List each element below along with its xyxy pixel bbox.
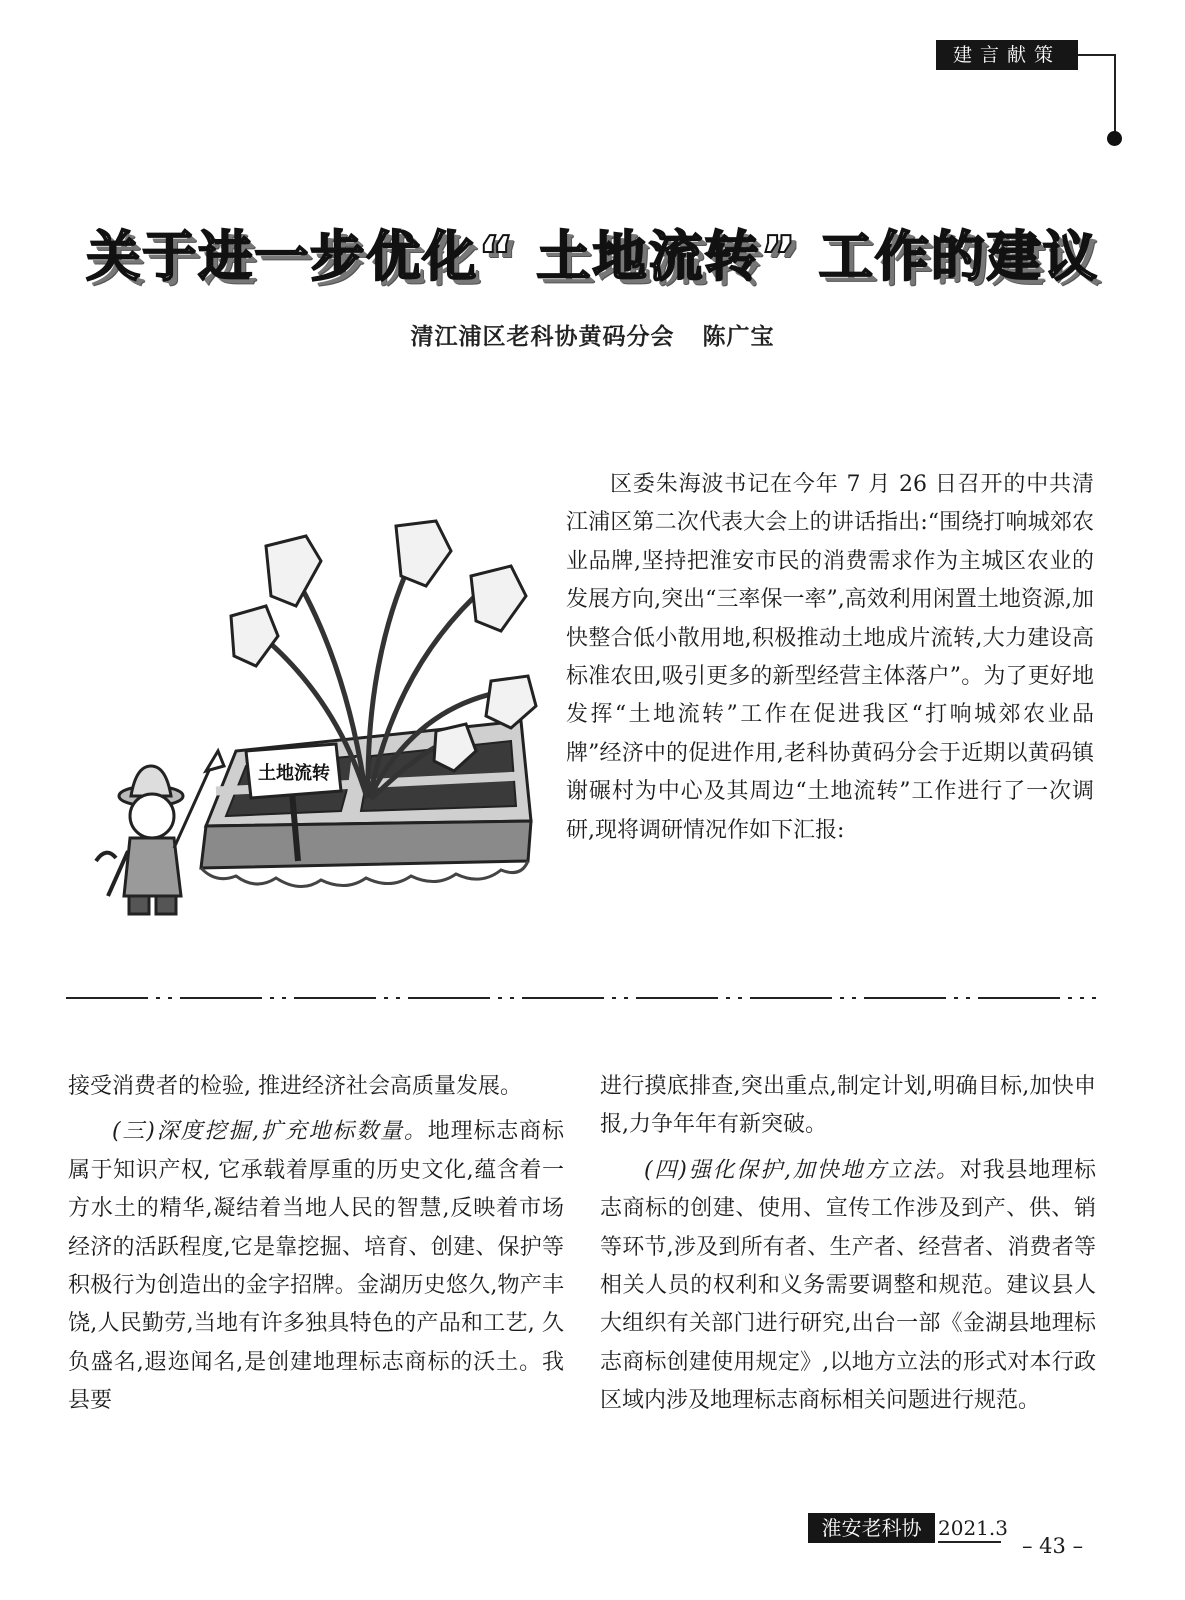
section-3-text: 地理标志商标属于知识产权, 它承载着厚重的历史文化,蕴含着一方水土的精华,凝结着当地人民的智慧,反映着市场经济的活跃程度,它是靠挖掘、培育、创建、保护等积极行为创造出的金字招牌。金湖历史悠久,物产丰饶,人民勤劳,当地有许多独具特色的产品和工艺, 久负盛名,遐迩闻名,是创建地理标志商标的沃土。我县要 [68,1119,564,1414]
sign-label: 土地流转 [258,763,330,784]
intro-paragraph: 区委朱海波书记在今年 7 月 26 日召开的中共清江浦区第二次代表大会上的讲话指出:“围绕打响城郊农业品牌,坚持把淮安市民的消费需求作为主城区农业的发展方向,突出“三率保一率”,高效利用闲置土地资源,加快整合低小散用地,积极推动土地成片流转,大力建设高标准农田,吸引更多的新型经营主体落户”。为了更好地发挥“土地流转”工作在促进我区“打响城郊农业品牌”经济中的促进作用,老科协黄码分会于近期以黄码镇谢碾村为中心及其周边“土地流转”工作进行了一次调研,现将调研情况作如下汇报: [566,472,1094,843]
farmland-plot-icon [201,721,531,887]
byline [0,318,1185,351]
left-column [68,1068,564,1428]
left-continuation: 接受消费者的检验, 推进经济社会高质量发展。 [68,1074,522,1099]
section-3-heading: (三)深度挖掘,扩充地标数量。 [112,1119,428,1145]
tag-vertical-line [1114,54,1116,136]
section-4-text: 对我县地理标志商标的创建、使用、宣传工作涉及到产、供、销等环节,涉及到所有者、生产者、经营者、消费者等相关人员的权利和义务需要调整和规范。建议县人大组织有关部门进行研究,出台一部《金湖县地理标志商标创建使用规定》,以地方立法的形式对本行政区域内涉及地理标志商标相关问题进行规范。 [600,1157,1096,1414]
tag-dot [1107,131,1122,146]
footer-magazine-name: 淮安老科协 [808,1513,935,1543]
byline-organization: 清江浦区老科协黄码分会 [410,324,675,350]
land-transfer-illustration [66,466,554,926]
right-column [600,1068,1096,1428]
byline-author: 陈广宝 [702,324,775,350]
section-tag: 建言献策 [936,40,1078,70]
right-continuation: 进行摸底排查,突出重点,制定计划,明确目标,加快申报,力争年年有新突破。 [600,1074,1096,1138]
section-3-paragraph [68,1113,564,1420]
article-title: 关于进一步优化“ 土地流转” 工作的建议 [86,225,1099,288]
page-number: – 43 – [1022,1534,1084,1558]
footer-issue: 2021.3 [938,1513,1001,1543]
section-4-heading: (四)强化保护,加快地方立法。 [644,1157,960,1183]
section-4-paragraph [600,1152,1096,1421]
dashed-divider [66,988,1096,1008]
tag-connector-line [1078,54,1116,56]
